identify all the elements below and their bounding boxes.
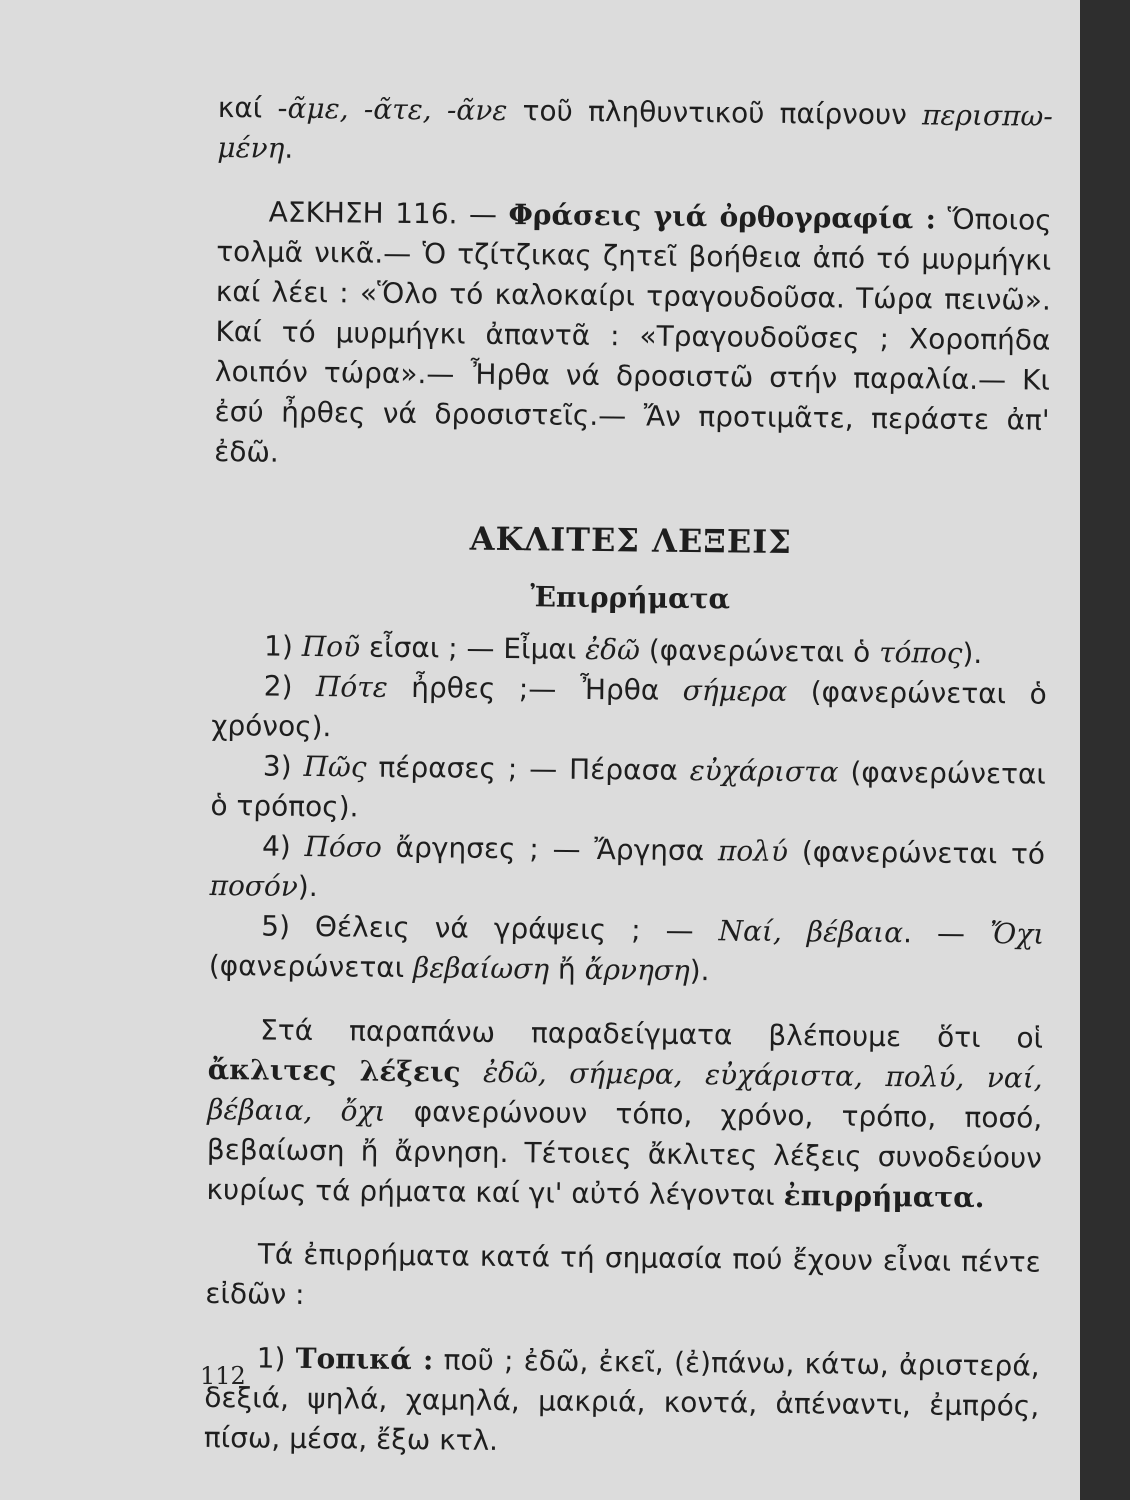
text-run: ἄργησες ; — Ἄργησα: [381, 830, 719, 868]
example-3: [210, 746, 1046, 835]
exercise-title: Φράσεις γιά ὀρθογραφία :: [508, 198, 937, 236]
example-2: [211, 666, 1047, 755]
text-run: 4): [261, 829, 305, 863]
italic-run: πολύ: [717, 834, 789, 869]
text-run: πέρασες ; — Πέρασα: [366, 750, 690, 787]
text-run: (φανερώνεται ὁ χρόνος).: [211, 674, 1047, 744]
italic-run: Πῶς: [303, 749, 367, 784]
example-4: [209, 826, 1045, 915]
text-run: (φανερώνεται ὁ τρόπος).: [210, 755, 1047, 824]
text-run: ).: [297, 869, 318, 904]
page-text: [204, 88, 1053, 1467]
bold-run: Τοπικά :: [295, 1341, 434, 1377]
italic-run: περισπω-μένη: [217, 98, 1053, 165]
text-run: [460, 1056, 483, 1089]
text-run: 5) Θέλεις νά γράψεις ; —: [261, 909, 719, 948]
explanation-paragraph: [206, 1010, 1043, 1219]
italic-run: ᾶμε, -ᾶτε, -ᾶνε: [287, 91, 508, 128]
text-run: ).: [689, 953, 710, 988]
bold-run: ἐπιρρήματα.: [783, 1178, 985, 1215]
italic-run: τόπος: [878, 635, 963, 670]
paragraph-endings: [217, 88, 1053, 177]
italic-run: ποσόν: [209, 868, 299, 903]
text-run: 1): [256, 1341, 296, 1375]
italic-run: Ναί, βέβαια: [718, 914, 904, 950]
exercise-label: ΑΣΚΗΣΗ 116. —: [268, 195, 509, 232]
section-heading: ΑΚΛΙΤΕΣ ΛΕΞΕΙΣ: [469, 519, 793, 562]
text-run: .: [284, 131, 294, 165]
italic-run: ἐδῶ, σήμερα, εὐχάριστα, πολύ, ναί, βέβαια, ὄχι: [207, 1055, 1043, 1128]
text-run: . —: [902, 916, 991, 951]
italic-run: Πότε: [315, 670, 388, 704]
text-run: (φανερώνεται ὁ: [639, 633, 880, 669]
exercise-text: Ὅποιος τολμᾶ νικᾶ.— Ὁ τζίτζικας ζητεῖ βοήθεια ἀπό τό μυρμήγκι καί λέει : «Ὅλο τό καλοκαίρι τραγουδοῦσα. Τώρα πεινῶ». Καί τό μυρμήγκι ἀπαντᾶ : «Τραγουδοῦσες ; Χοροπήδα λοιπόν τώρα».— Ἦρθα νά δροσιστῶ στήν παραλία.— Κι ἐσύ ἦρθες νά δροσιστεῖς.— Ἄν προτιμᾶτε, περάστε ἀπ' ἐδῶ.: [214, 202, 1052, 469]
book-edge: [1080, 0, 1130, 1500]
text-run: καί -: [217, 90, 288, 125]
text-run: ἤ: [548, 952, 585, 986]
text-run: Στά παραπάνω παραδείγματα βλέπουμε ὅτι οἱ: [259, 1013, 1044, 1055]
italic-run: Πόσο: [304, 829, 383, 864]
text-run: (φανερώνεται: [208, 948, 414, 985]
italic-run: Ποῦ: [301, 629, 361, 664]
exercise-116: [214, 192, 1052, 481]
local-adverbs: [204, 1338, 1040, 1467]
page-number: 112: [200, 1362, 246, 1390]
italic-run: Ὄχι: [989, 917, 1045, 951]
text-run: 1): [263, 629, 302, 663]
text-run: ).: [962, 636, 983, 671]
italic-run: σήμερα: [682, 673, 788, 708]
text-run: τοῦ πληθυντικοῦ παίρνουν: [507, 94, 923, 132]
text-run: (φανερώνεται τό: [787, 835, 1046, 871]
section-subheading: Ἐπιρρήματα: [530, 580, 731, 616]
italic-run: εὐχάριστα: [689, 753, 839, 789]
italic-run: ἐδῶ: [585, 632, 641, 667]
types-intro: Τά ἐπιρρήματα κατά τή σημασία πού ἔχουν εἶναι πέντε εἰδῶν :: [205, 1237, 1041, 1311]
text-run: ποῦ ; ἐδῶ, ἐκεῖ, (ἐ)πάνω, κάτω, ἀριστερά, δεξιά, ψηλά, χαμηλά, μακριά, κοντά, ἀπέναντι, ἐμπρός, πίσω, μέσα, ἔξω κτλ.: [203, 1343, 1040, 1458]
example-5: [209, 906, 1045, 995]
text-run: 3): [262, 749, 304, 783]
text-run: 2): [263, 669, 317, 704]
text-run: εἶσαι ; — Εἶμαι: [359, 630, 586, 666]
italic-run: ἄρνηση: [584, 952, 690, 987]
bold-run: ἄκλιτες λέξεις: [207, 1052, 461, 1089]
text-run: ἦρθες ;— Ἦρθα: [387, 670, 683, 707]
italic-run: βεβαίωση: [412, 951, 550, 986]
text-run: φανερώνουν τόπο, χρόνο, τρόπο, ποσό, βεβαίωση ἤ ἄρνηση. Τέτοιες ἄκλιτες λέξεις συνοδεύουν κυρίως τά ρήματα καί γι' αὐτό λέγονται: [206, 1094, 1043, 1212]
